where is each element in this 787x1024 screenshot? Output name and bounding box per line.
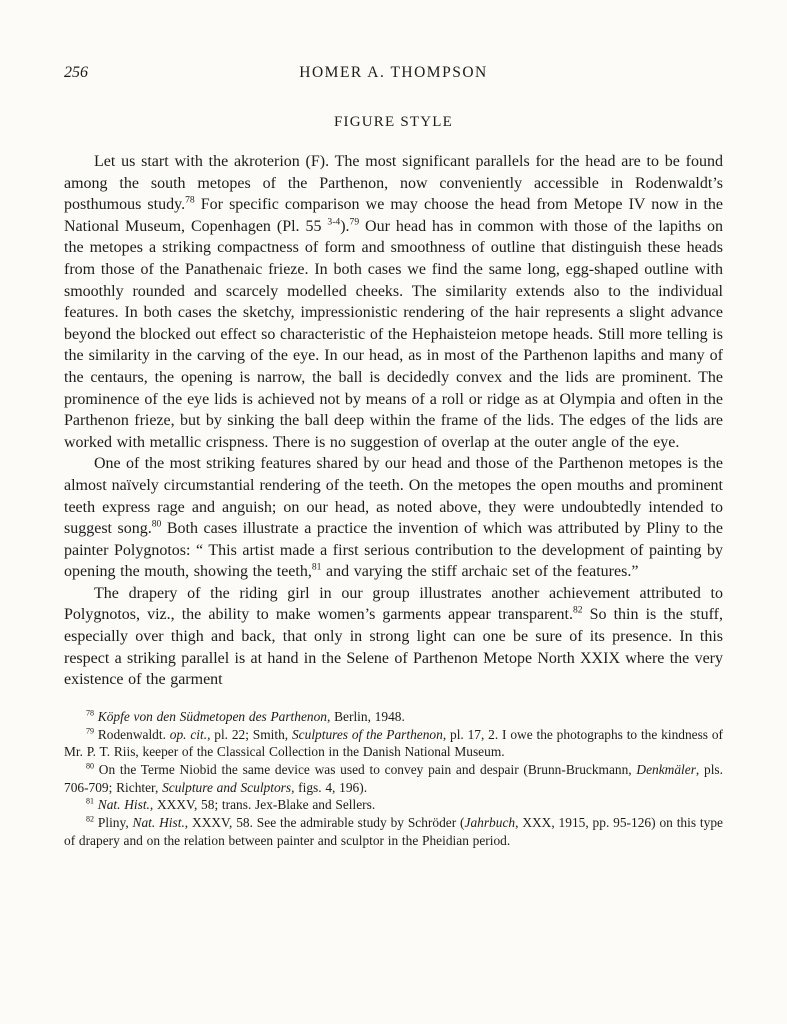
italic-text: Nat. Hist.: [97, 797, 150, 813]
italic-text: Sculpture and Sculptors: [162, 779, 292, 795]
footnote-ref: 80: [151, 518, 162, 530]
running-head: HOMER A. THOMPSON: [299, 64, 488, 81]
footnote: $^{81}$ Nat. Hist., XXXV, 58; trans. Jex-Blake and Sellers.: [86, 796, 376, 813]
footnote-number: 81: [86, 796, 95, 806]
italic-text: Jahrbuch: [464, 815, 516, 831]
italic-text: Köpfe von den Südmetopen des Parthenon: [97, 708, 328, 724]
footnote-ref: 3-4: [327, 216, 341, 228]
italic-text: op. cit.: [169, 726, 208, 742]
page-header: [64, 64, 723, 88]
body-text: [64, 151, 723, 691]
footnote-ref: 78: [185, 194, 195, 206]
footnote-number: 79: [86, 726, 95, 736]
page-number: 256: [64, 64, 88, 81]
footnote-ref: 82: [572, 605, 583, 617]
footnote-number: 80: [86, 761, 95, 771]
footnote: $^{78}$ Köpfe von den Südmetopen des Parthenon, Berlin, 1948.: [86, 708, 405, 724]
italic-text: Sculptures of the Parthenon: [291, 726, 443, 742]
section-title: FIGURE STYLE: [334, 114, 453, 130]
footnote: $^{82}$ Pliny, Nat. Hist., XXXV, 58. See the admirable study by Schröder (Jahrbuch, XXX, 1915, pp. 95-126) on this type of drapery and on the relation between painter and sculptor in the Pheidian period.: [64, 814, 723, 848]
paragraph: The drapery of the riding girl in our group illustrates another achievement attributed to Polygnotos, viz., the ability to make women’s garments appear transparent.$^{82}$ So thin is the stuff, especially over thigh and back, that only in strong light can one be sure of its presence. In this respect a striking parallel is at hand in the Selene of Parthenon Metope North XXIX where the very existence of the garment: [64, 584, 723, 689]
footnote-number: 78: [86, 708, 95, 718]
footnote: $^{80}$ On the Terme Niobid the same device was used to convey pain and despair (Brunn-Bruckmann, Denkmäler, pls. 706-709; Richter, Sculpture and Sculptors, figs. 4, 196).: [64, 761, 723, 795]
footnote-ref: 79: [349, 216, 360, 228]
paragraph: Let us start with the akroterion (F). The most significant parallels for the head are to be found among the south metopes of the Parthenon, now conveniently accessible in Rodenwaldt’s posthumous study.$^{78}$ For specific comparison we may choose the head from Metope IV now in the National Museum, Copenhagen (Pl. 55 $^{3-4}$).$^{79}$ Our head has in common with those of the lapiths on the metopes a striking compactness of form and smoothness of outline that distinguish these heads from those of the Panathenaic frieze. In both cases we find the same long, egg-shaped outline with smoothly rounded and scarcely modelled cheeks. The similarity extends also to the individual features. In both cases the sketchy, impressionistic rendering of the hair represents a slight advance beyond the blocked out effect so characteristic of the Hephaisteion metope heads. Still more telling is the similarity in the carving of the eye. In our head, as in most of the Parthenon lapiths and many of the centaurs, the opening is narrow, the ball is decidedly convex and the lids are prominent. The prominence of the eye lids is achieved not by means of a roll or ridge as at Olympia and often in the Parthenon frieze, but by sinking the ball deep within the frame of the lids. The edges of the lids are worked with metallic crispness. There is no suggestion of overlap at the outer angle of the eye.: [64, 153, 724, 451]
footnote: $^{79}$ Rodenwaldt. op. cit., pl. 22; Smith, Sculptures of the Parthenon, pl. 17, 2. I owe the photographs to the kindness of Mr. P. T. Riis, keeper of the Classical Collection in the Danish National Museum.: [64, 726, 724, 760]
footnote-ref: 81: [311, 561, 322, 573]
italic-text: Nat. Hist.: [132, 815, 185, 831]
paragraph: One of the most striking features shared by our head and those of the Parthenon metopes is the almost naïvely circumstantial rendering of the teeth. On the metopes the open mouths and prominent teeth express rage and anguish; on our head, as noted above, they were undoubtedly intended to suggest song.$^{80}$ Both cases illustrate a practice the invention of which was attributed by Pliny to the painter Polygnotos: “ This artist made a first serious contribution to the development of painting by opening the mouth, showing the teeth,$^{81}$ and varying the stiff archaic set of the features.”: [64, 455, 724, 581]
italic-text: Denkmäler: [636, 761, 696, 777]
footnote-number: 82: [86, 814, 95, 824]
footnotes-section: [64, 708, 723, 850]
